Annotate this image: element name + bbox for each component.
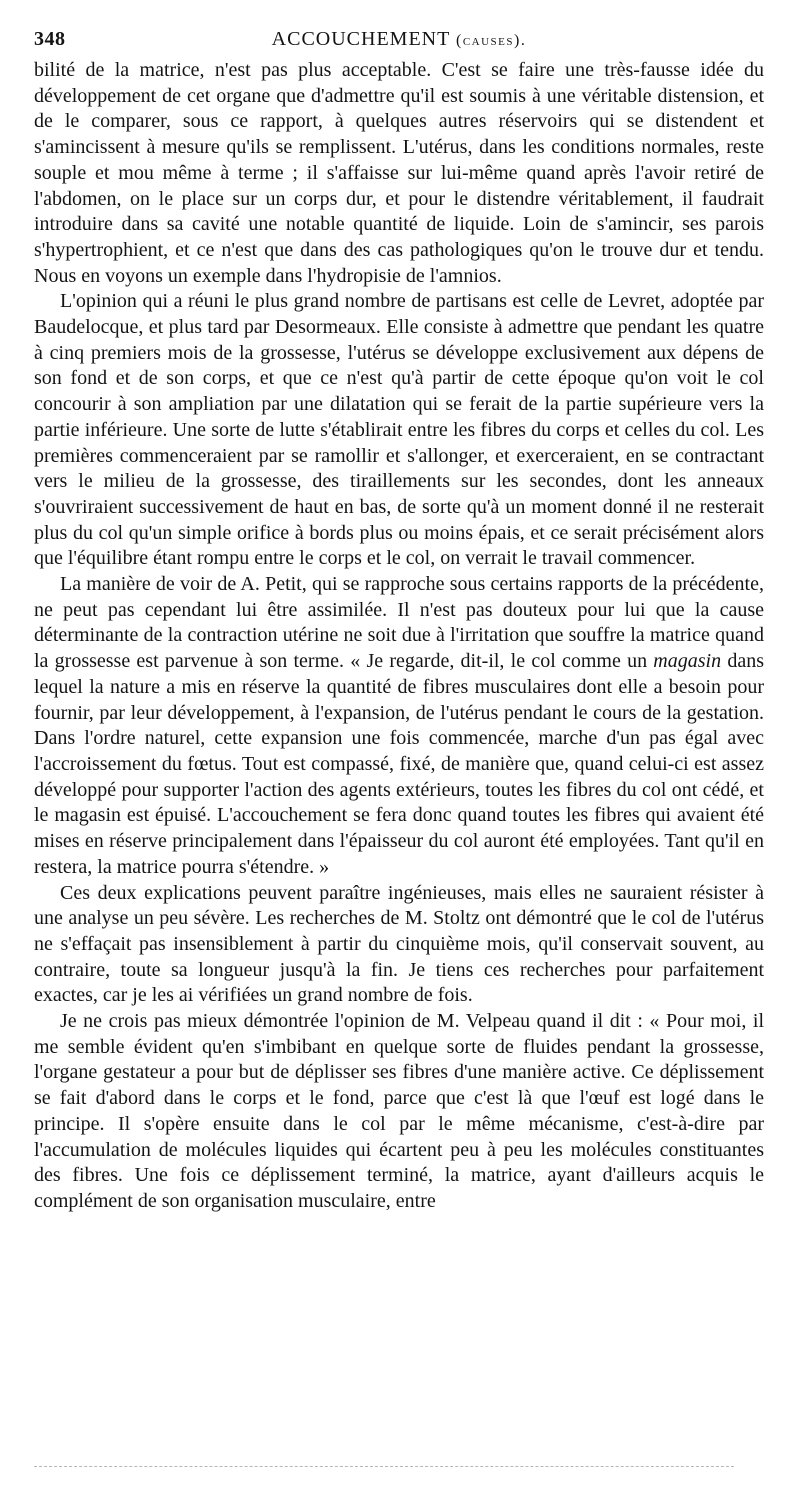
italic-term: magasin — [653, 650, 722, 673]
body-text — [34, 58, 764, 1215]
running-title-main: ACCOUCHEMENT — [271, 28, 450, 50]
paragraph: Je ne crois pas mieux démontrée l'opinion de M. Velpeau quand il dit : « Pour moi, il me semble évident qu'en s'imbibant en quelque sorte de fluides pendant la grossesse, l'organe gestateur a pour but de déplisser ses fibres d'une manière active. Ce déplissement se fait d'abord dans le corps et le fond, parce que c'est là que l'œuf est logé dans le principe. Il s'opère ensuite dans le col par le même mécanisme, c'est-à-dire par l'accumulation de molécules liquides qui écartent peu à peu les molécules constituantes des fibres. Une fois ce déplissement terminé, la matrice, ayant d'ailleurs acquis le complément de son organisation musculaire, entre — [34, 1010, 764, 1212]
bottom-scan-rule — [34, 1466, 734, 1467]
paragraph: L'opinion qui a réuni le plus grand nombre de partisans est celle de Levret, adoptée par Baudelocque, et plus tard par Desormeaux. Elle consiste à admettre que pendant les quatre à cinq premiers mois de la grossesse, l'utérus se développe exclusivement aux dépens de son fond et de son corps, et que ce n'est qu'à partir de cette époque qu'on voit le col concourir à son ampliation par une dilatation qui se ferait de la partie supérieure vers la partie inférieure. Une sorte de lutte s'établirait entre les fibres du corps et celles du col. Les premières commenceraient par se ramollir et s'allonger, et exerceraient, en se contractant vers le milieu de la grossesse, des tiraillements sur les secondes, dont les anneaux s'ouvriraient successivement de haut en bas, de sorte qu'à un moment donné il ne resterait plus du col qu'un simple orifice à bords plus ou moins épais, et ce serait précisément alors que l'équilibre étant rompu entre le corps et le col, on verrait le travail commencer. — [34, 290, 764, 570]
paragraph-text: dans lequel la nature a mis en réserve la quantité de fibres musculaires dont elle a besoin pour fournir, par leur développement, à l'expansion, de l'utérus pendant le cours de la gestation. Dans l'ordre naturel, cette expansion une fois commencée, marche d'un pas égal avec l'accroissement du fœtus. Tout est compassé, fixé, de manière que, quand celui-ci est assez développé pour supporter l'action des agents extérieurs, toutes les fibres du col ont cédé, et le magasin est épuisé. L'accouchement se fera donc quand toutes les fibres qui avaient été mises en réserve principalement dans l'épaisseur du col auront été employées. Tant qu'il en restera, la matrice pourra s'étendre. » — [34, 650, 764, 878]
page-header — [34, 28, 764, 58]
book-page — [34, 28, 764, 1215]
paragraph-with-italic — [34, 572, 764, 880]
running-title — [34, 28, 764, 51]
paragraph: bilité de la matrice, n'est pas plus acceptable. C'est se faire une très-fausse idée du développement de cet organe que d'admettre qu'il est soumis à une véritable distension, et de le comparer, sous ce rapport, à quelques autres réservoirs qui se distendent et s'amincissent à mesure qu'ils se remplissent. L'utérus, dans les conditions normales, reste souple et mou même à terme ; il s'affaisse sur lui-même quand après l'avoir retiré de l'abdomen, on le place sur un corps dur, et pour le distendre véritablement, il faudrait introduire dans sa cavité une notable quantité de liquide. Loin de s'amincir, ses parois s'hypertrophient, et ce n'est que dans des cas pathologiques qu'on le trouve dur et tendu. Nous en voyons un exemple dans l'hydropisie de l'amnios. — [34, 59, 764, 287]
paragraph: Ces deux explications peuvent paraître ingénieuses, mais elles ne sauraient résister à une analyse un peu sévère. Les recherches de M. Stoltz ont démontré que le col de l'utérus ne s'effaçait pas insensiblement à partir du cinquième mois, qu'il conservait souvent, au contraire, toute sa longueur jusqu'à la fin. Je tiens ces recherches pour parfaitement exactes, car je les ai vérifiées un grand nombre de fois. — [34, 881, 764, 1007]
paragraph-text: La manière de voir de A. Petit, qui se rapproche sous certains rapports de la précédente, ne peut pas cependant lui être assimilée. Il n'est pas douteux pour lui que la cause déterminante de la contraction utérine ne soit due à l'irritation que souffre la matrice quand la grossesse est parvenue à son terme. « Je regarde, dit-il, le col comme un — [34, 573, 764, 673]
running-title-subtitle: (causes). — [455, 32, 527, 49]
page-number: 348 — [34, 28, 66, 50]
